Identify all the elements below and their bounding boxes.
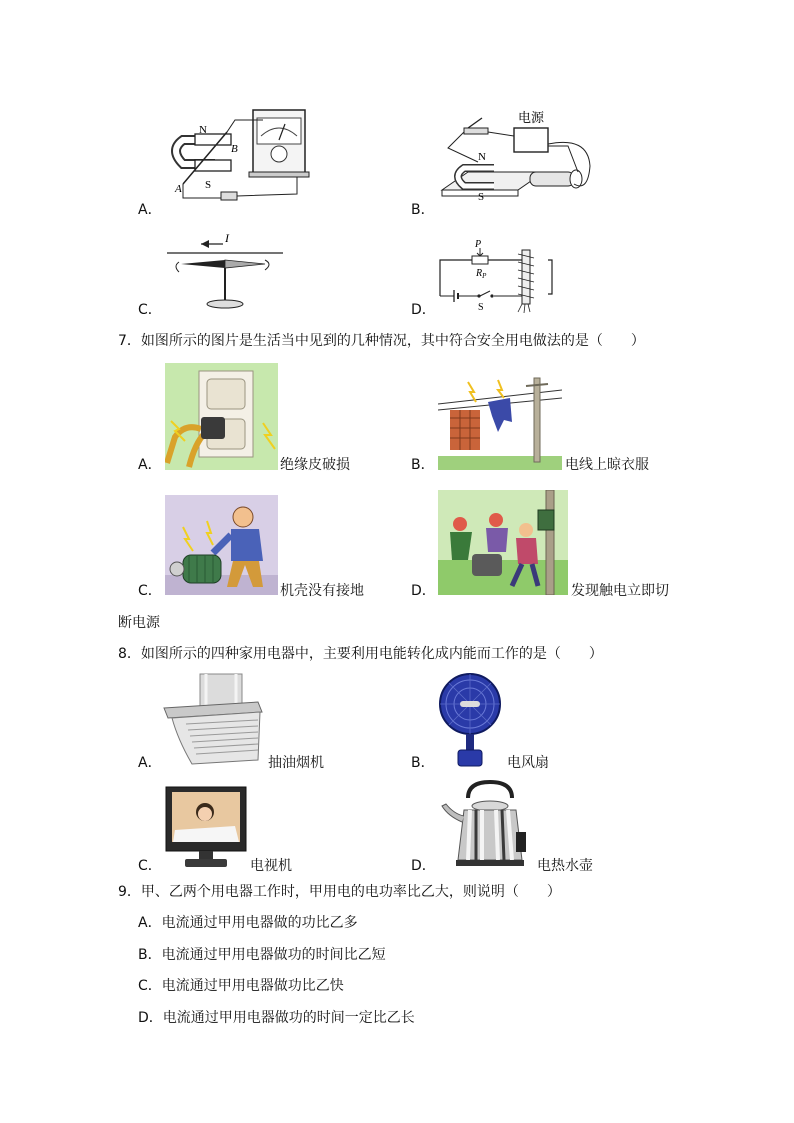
q6-figure-d (432, 238, 562, 314)
q7-stem: 7．如图所示的图片是生活当中见到的几种情况，其中符合安全用电做法的是（ ） (118, 333, 645, 349)
q7-option-d-letter[interactable]: D． (411, 583, 436, 599)
q8-option-b-caption: 电风扇 (507, 755, 549, 771)
q7-option-c-letter[interactable]: C． (138, 583, 162, 599)
q6-d-label-rp-sub: P (482, 272, 487, 280)
svg-text:RP (475, 268, 487, 280)
q6-a-label-b: B (231, 143, 238, 155)
q8-option-a-caption: 抽油烟机 (268, 755, 324, 771)
q6-b-label-n: N (478, 151, 486, 163)
q7-option-b-caption: 电线上晾衣服 (565, 457, 649, 473)
q7-option-b-letter[interactable]: B． (411, 457, 435, 473)
q8-option-d-caption: 电热水壶 (537, 858, 593, 874)
q9-option-d[interactable]: D．电流通过甲用电器做功的时间一定比乙长 (138, 1010, 415, 1026)
q7-option-a-letter[interactable]: A． (138, 457, 162, 473)
q6-option-d-letter[interactable]: D． (411, 302, 436, 318)
q8-figure-electric-kettle (440, 776, 534, 870)
q7-option-d-caption: 发现触电立即切 (571, 583, 669, 599)
q8-stem: 8．如图所示的四种家用电器中，主要利用电能转化成内能而工作的是（ ） (118, 646, 603, 662)
q6-figure-a (165, 106, 315, 212)
q7-option-d-caption-cont: 断电源 (118, 615, 160, 631)
q6-c-label-current: I (225, 231, 229, 245)
q6-d-label-s: S (478, 302, 484, 313)
q8-option-b-letter[interactable]: B． (411, 755, 435, 771)
q6-option-a-letter[interactable]: A． (138, 202, 162, 218)
q6-option-c-letter[interactable]: C． (138, 302, 162, 318)
q9-option-c[interactable]: C．电流通过甲用电器做功比乙快 (138, 978, 344, 994)
q9-option-a[interactable]: A．电流通过甲用电器做的功比乙多 (138, 915, 358, 931)
q6-figure-b (438, 106, 598, 212)
q7-figure-b (438, 370, 562, 470)
q8-option-c-letter[interactable]: C． (138, 858, 162, 874)
q6-a-label-a: A (175, 183, 182, 195)
q6-d-label-p: P (475, 239, 482, 250)
q8-figure-range-hood (162, 670, 266, 770)
q6-figure-c (165, 228, 285, 312)
q8-figure-electric-fan (438, 672, 502, 768)
q6-b-label-s: S (478, 191, 485, 203)
q8-figure-television (165, 786, 247, 870)
q6-d-label-rp: R (476, 268, 483, 279)
q6-option-b-letter[interactable]: B． (411, 202, 435, 218)
q6-a-label-s: S (205, 179, 212, 191)
q9-option-b[interactable]: B．电流通过甲用电器做功的时间比乙短 (138, 947, 386, 963)
q7-figure-a (165, 363, 278, 470)
q7-figure-d (438, 490, 568, 595)
q9-stem: 9．甲、乙两个用电器工作时，甲用电的电功率比乙大，则说明（ ） (118, 884, 561, 900)
q7-option-c-caption: 机壳没有接地 (280, 583, 364, 599)
q6-b-label-power: 电源 (518, 111, 545, 126)
q8-option-c-caption: 电视机 (250, 858, 292, 874)
q8-option-a-letter[interactable]: A． (138, 755, 162, 771)
q7-figure-c (165, 495, 278, 595)
q6-a-label-n: N (199, 124, 207, 136)
q8-option-d-letter[interactable]: D． (411, 858, 436, 874)
q7-option-a-caption: 绝缘皮破损 (280, 457, 350, 473)
